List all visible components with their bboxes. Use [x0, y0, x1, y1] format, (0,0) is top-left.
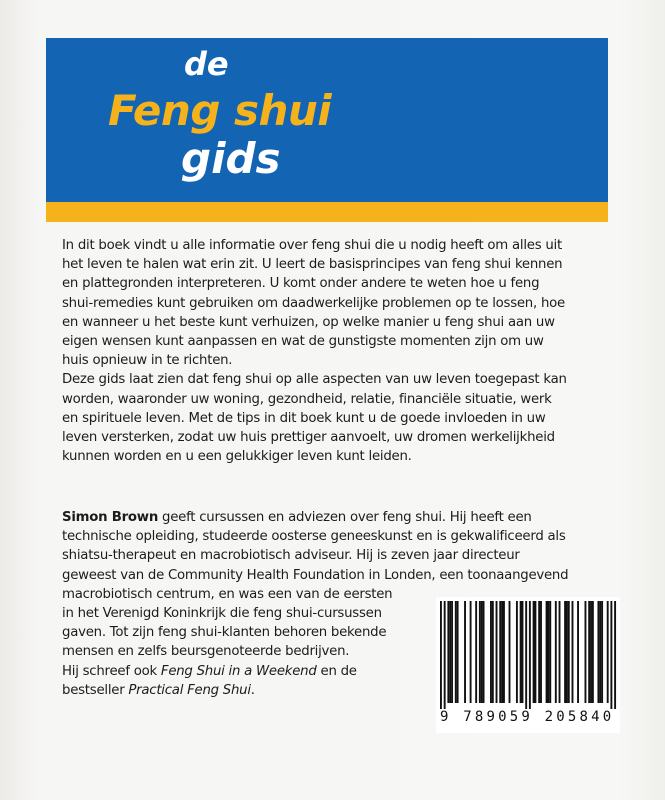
bio-first-line	[62, 508, 622, 527]
barcode-bar	[566, 601, 568, 703]
description-line: shui-remedies kunt gebruiken om daadwerkelijke problemen op te lossen, hoe	[62, 295, 565, 311]
bestseller-suffix: .	[250, 682, 255, 698]
barcode-bar	[614, 601, 616, 709]
description-line: en plattegronden interpreteren. U komt onder andere te weten hoe u feng	[62, 276, 540, 292]
barcode-bar	[564, 601, 566, 703]
banner-accent-stripe	[46, 202, 608, 222]
barcode-bar	[577, 601, 579, 703]
barcode-bar	[470, 601, 472, 703]
book-title-2: Practical Feng Shui	[128, 682, 251, 698]
book-title: Feng shui	[108, 86, 332, 135]
books-line-suffix: en de	[316, 663, 357, 679]
description-line: worden, waaronder uw woning, gezondheid, relatie, financiële situatie, werk	[62, 391, 552, 407]
barcode-bar	[525, 601, 527, 709]
barcode-bar	[516, 601, 518, 703]
book-title-1: Feng Shui in a Weekend	[160, 663, 317, 679]
bio-line: in het Verenigd Koninkrijk die feng shui-cursussen	[62, 606, 382, 622]
barcode-bar	[540, 601, 542, 703]
barcode-bar	[444, 601, 446, 709]
barcode-bar	[449, 601, 451, 703]
bio-line: geweest van de Community Health Foundation in Londen, een toonaangevend	[62, 567, 569, 583]
barcode-bar	[568, 601, 570, 703]
barcode-bar	[601, 601, 603, 703]
barcode-bar	[529, 601, 531, 709]
barcode-bar	[503, 601, 505, 703]
barcode-bar	[457, 601, 459, 703]
barcode-bar	[520, 601, 522, 703]
barcode-bar	[597, 601, 599, 703]
barcode-bars	[436, 597, 620, 709]
description-line: kunnen worden en u een gelukkiger leven kunt leiden.	[62, 449, 412, 465]
book-description	[62, 236, 622, 466]
barcode-bar	[451, 601, 453, 703]
barcode-bar	[483, 601, 485, 703]
barcode-bar	[490, 601, 492, 703]
barcode-bar	[607, 601, 609, 703]
description-line: en spirituele leven. Met de tips in dit boek kunt u de goede invloeden in uw	[62, 410, 546, 426]
description-line: leven versterken, zodat uw huis prettiger aanvoelt, uw dromen werkelijkheid	[62, 430, 555, 446]
barcode-bar	[590, 601, 592, 703]
barcode-bar	[572, 601, 574, 703]
barcode-bar	[492, 601, 494, 703]
barcode-bar	[559, 601, 561, 703]
barcode-bar	[499, 601, 501, 703]
bio-line: mensen en zelfs beursgenoteerde bedrijven.	[62, 644, 350, 660]
description-line: In dit boek vindt u alle informatie over feng shui die u nodig heeft om alles uit	[62, 238, 562, 253]
barcode-bar	[555, 601, 557, 703]
barcode-bar	[481, 601, 483, 703]
barcode-bar	[549, 601, 551, 703]
author-name: Simon Brown	[62, 510, 159, 525]
barcode-bar	[501, 601, 503, 703]
description-line: het leven te halen wat erin zit. U leert de basisprincipes van feng shui kennen	[62, 257, 563, 273]
barcode-bar	[440, 601, 442, 709]
isbn-barcode	[436, 597, 620, 733]
title-suffix: gids	[181, 134, 281, 183]
bio-line: shiatsu-therapeut en macrobiotisch adviseur. Hij is zeven jaar directeur	[62, 548, 520, 564]
barcode-bar	[522, 601, 524, 703]
description-line: en wanneer u het beste kunt verhuizen, op welke manier u feng shui aan uw	[62, 314, 555, 330]
barcode-bar	[455, 601, 457, 703]
bestseller-prefix: bestseller	[62, 682, 129, 698]
barcode-bar	[533, 601, 535, 703]
description-line: huis opnieuw in te richten.	[62, 353, 233, 369]
barcode-bar	[610, 601, 612, 709]
barcode-bar	[588, 601, 590, 703]
barcode-bar	[585, 601, 587, 703]
title-prefix: de	[184, 45, 229, 83]
barcode-bar	[464, 601, 466, 703]
bio-line: gaven. Tot zijn feng shui-klanten behoren bekende	[62, 625, 387, 641]
barcode-bar	[479, 601, 481, 703]
books-line-prefix: Hij schreef ook	[62, 663, 161, 679]
barcode-number: 9 789059 205840	[440, 709, 615, 725]
barcode-bar	[447, 601, 449, 703]
barcode-bar	[592, 601, 594, 703]
barcode-bar	[509, 601, 511, 703]
barcode-bar	[475, 601, 477, 703]
barcode-bar	[496, 601, 498, 703]
description-line: eigen wensen kunt aanpassen en wat de gunstigste momenten zijn om uw	[62, 334, 544, 350]
barcode-bar	[547, 601, 549, 703]
bio-line: technische opleiding, studeerde oosterse geneeskunst en is gekwalificeerd als	[62, 529, 566, 545]
bio-line: macrobiotisch centrum, en was een van de eersten	[62, 586, 393, 602]
bio-first-line-text: geeft cursussen en adviezen over feng shui. Hij heeft een	[158, 510, 532, 525]
barcode-bar	[599, 601, 601, 703]
barcode-bar	[546, 601, 548, 703]
barcode-bar	[534, 601, 536, 703]
description-line: Deze gids laat zien dat feng shui op alle aspecten van uw leven toegepast kan	[62, 372, 567, 388]
barcode-bar	[538, 601, 540, 703]
